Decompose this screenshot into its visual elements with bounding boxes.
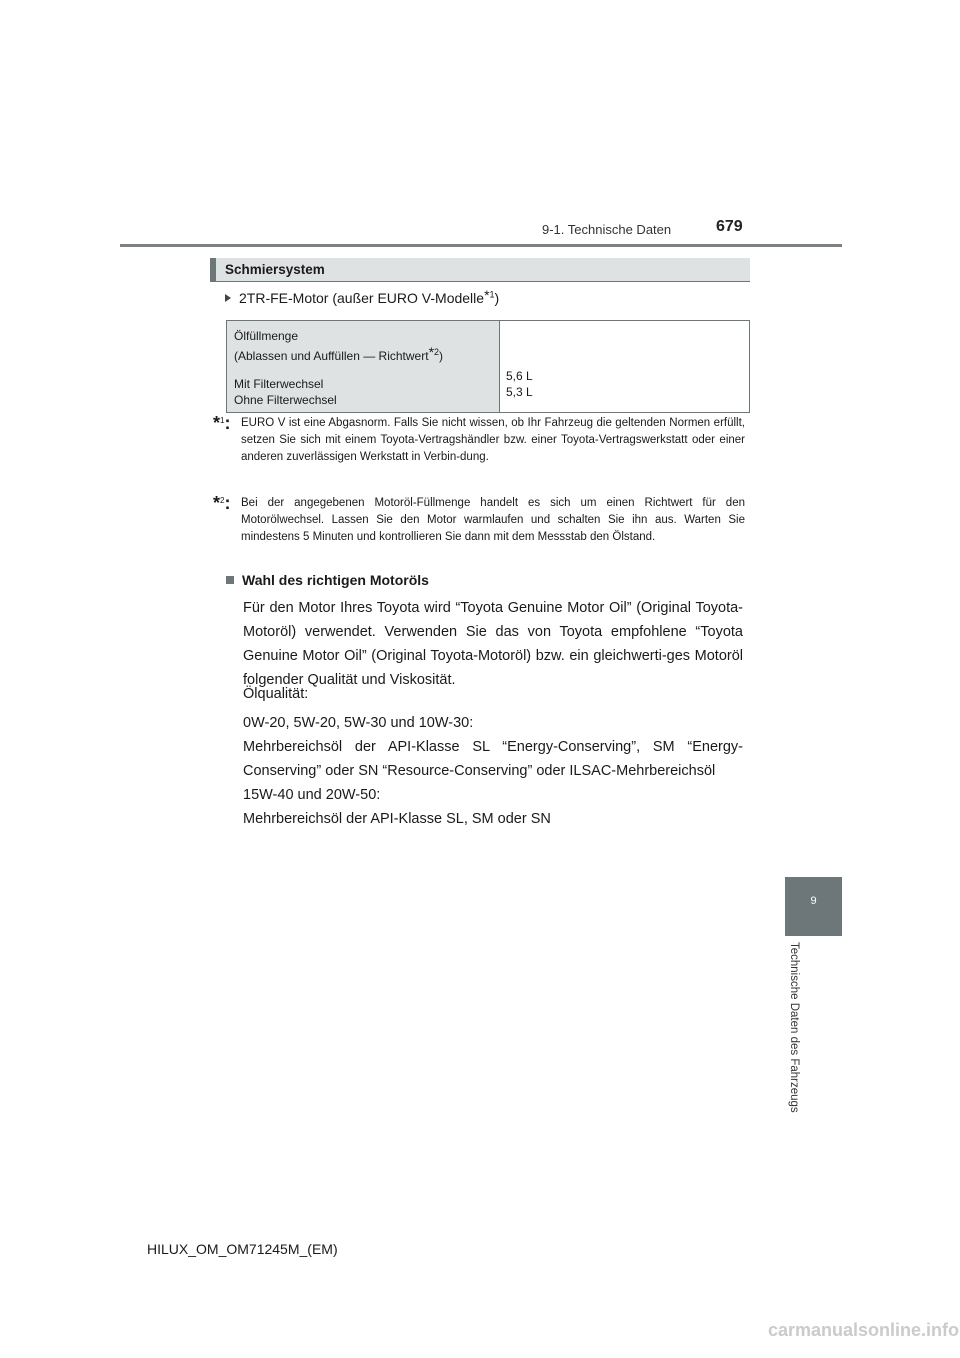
table-heading-ref: 2 [434, 347, 440, 357]
table-row-label-nofilter: Ohne Filterwechsel [234, 393, 337, 407]
footnote-text: EURO V ist eine Abgasnorm. Falls Sie nicht wissen, ob Ihr Fahrzeug die geltenden Normen erfüllt, setzen Sie sich mit einem Toyota-Vertragshändler bzw. einer Toyota-Vertragswerkstatt oder einer anderen zuverlässigen Werkstatt in Verbin-dung. [241, 417, 745, 463]
oil-grade-1 [243, 711, 743, 783]
footnote-1 [213, 415, 745, 466]
section-title: Schmiersystem [225, 262, 325, 277]
page-number: 679 [716, 218, 743, 235]
table-heading-line2 [234, 344, 492, 364]
engine-line-close: ) [494, 290, 500, 306]
watermark: carmanualsonline.info [768, 1320, 960, 1340]
oil-grade-2 [243, 783, 743, 831]
asterisk-icon: * [484, 287, 490, 303]
oil-section-heading [226, 572, 429, 588]
footnote-text: Bei der angegebenen Motoröl-Füllmenge handelt es sich um einen Richtwert für den Motorölwechsel. Lassen Sie den Motor warmlaufen und schalten Sie ihn aus. Warten Sie mindestens 5 Minuten und kontrollieren Sie dann mit dem Messstab den Ölstand. [241, 497, 745, 543]
oil-grade-2-text: Mehrbereichsöl der API-Klasse SL, SM oder SN [243, 811, 551, 827]
table-row-label-filter: Mit Filterwechsel [234, 377, 324, 391]
square-bullet-icon [226, 576, 234, 584]
oil-intro-paragraph: Für den Motor Ihres Toyota wird “Toyota Genuine Motor Oil” (Original Toyota-Motoröl) verwendet. Verwenden Sie das von Toyota empfohlene “Toyota Genuine Motor Oil” (Original Toyota-Motoröl) bzw. ein gleichwerti-ges Motoröl folgender Qualität und Viskosität. [243, 600, 743, 688]
footnote-2 [213, 495, 745, 546]
table-row-value-filter: 5,6 L [506, 369, 533, 383]
engine-line-ref: 1 [489, 289, 495, 300]
footnote-mark: *$^2$: [213, 493, 231, 513]
chapter-side-label: Technische Daten des Fahrzeugs [788, 942, 800, 1113]
engine-line-text: 2TR-FE-Motor (außer EURO V-Modelle [239, 290, 485, 306]
engine-line [225, 287, 499, 306]
oil-quality-label: Ölqualität: [243, 686, 309, 702]
oil-grade-2-title: 15W-40 und 20W-50: [243, 787, 381, 803]
footer-document-code: HILUX_OM_OM71245M_(EM) [147, 1241, 338, 1257]
asterisk-icon: * [428, 344, 435, 360]
table-label-cell [227, 321, 500, 413]
oil-capacity-table [226, 320, 750, 413]
header-section-title: 9-1. Technische Daten [542, 222, 672, 237]
table-value-cell [500, 321, 750, 413]
section-heading-bar [210, 258, 750, 282]
oil-section-heading-text: Wahl des richtigen Motoröls [242, 572, 429, 588]
table-heading-line1: Ölfüllmenge [234, 329, 299, 343]
triangle-bullet-icon [225, 294, 231, 302]
oil-grade-1-title: 0W-20, 5W-20, 5W-30 und 10W-30: [243, 715, 474, 731]
chapter-number: 9 [810, 895, 817, 907]
table-heading-text: (Ablassen und Auffüllen — Richtwert [234, 349, 429, 363]
table-row-value-nofilter: 5,3 L [506, 385, 533, 399]
table-heading-close: ) [439, 349, 444, 363]
oil-grade-1-text: Mehrbereichsöl der API-Klasse SL “Energy-Conserving”, SM “Energy-Conserving” oder SN “Resource-Conserving” oder ILSAC-Mehrbereichsöl [243, 739, 743, 779]
header-divider [120, 244, 842, 247]
chapter-tab [785, 877, 842, 936]
table-row [227, 321, 750, 413]
footnote-mark: *$^1$: [213, 413, 231, 433]
